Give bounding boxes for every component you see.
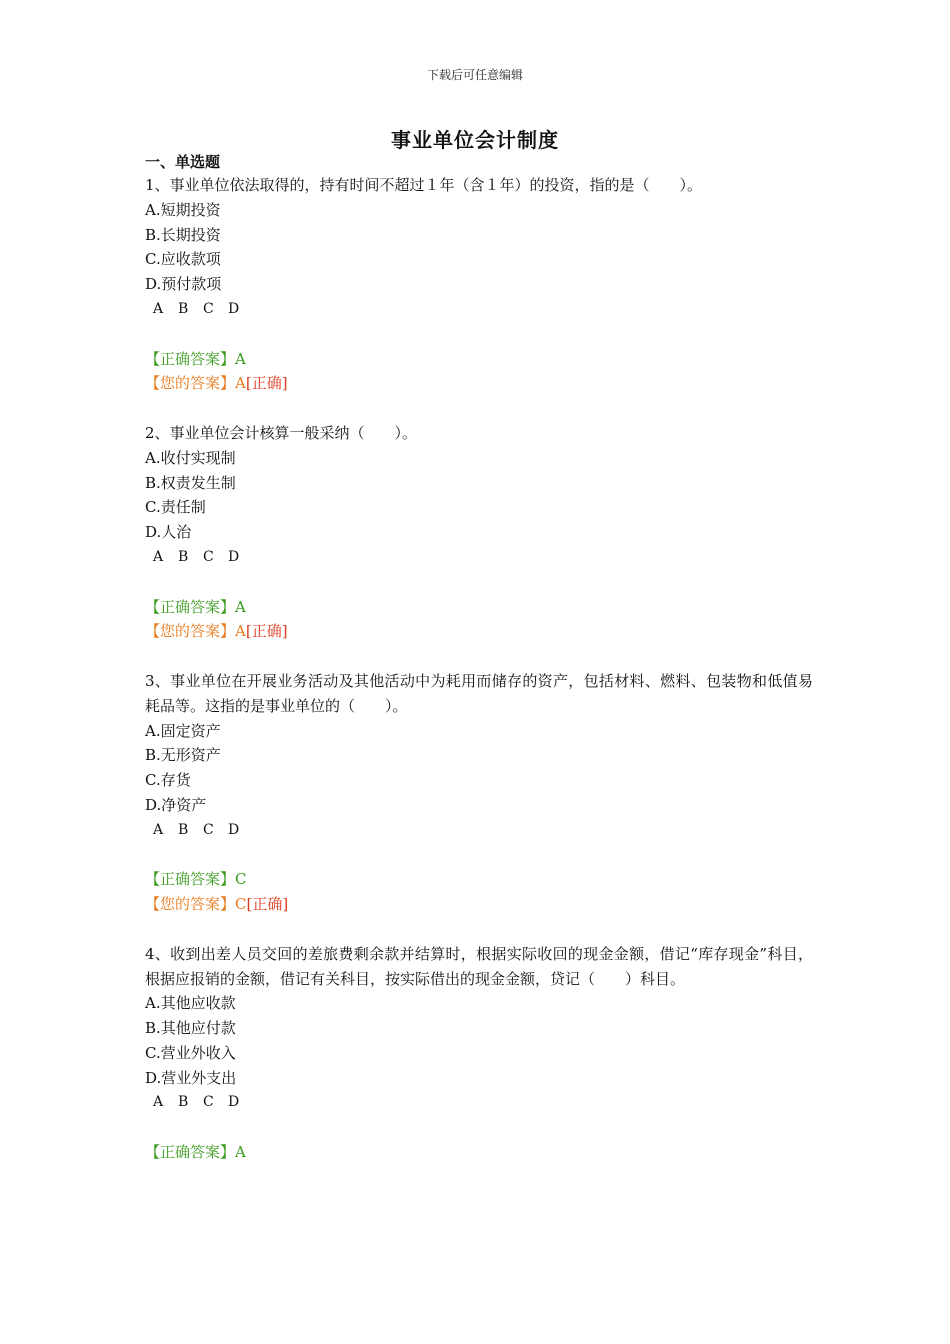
question-text: 1、事业单位依法取得的，持有时间不超过１年（含１年）的投资，指的是（ ）。	[145, 176, 703, 194]
correct-answer	[145, 595, 813, 620]
correct-answer-value: A	[235, 1143, 246, 1162]
document-body	[145, 151, 813, 1165]
choice-row	[145, 818, 813, 843]
option-d: D.净资产	[145, 795, 207, 814]
your-answer-label: 【您的答案】	[145, 622, 236, 641]
option-c: C.存货	[145, 771, 191, 790]
option-c: C.营业外收入	[145, 1043, 236, 1062]
choice-d[interactable]: D	[228, 300, 240, 317]
choice-row	[145, 1090, 813, 1115]
correct-answer-value: A	[235, 349, 246, 368]
choice-d[interactable]: D	[228, 548, 240, 565]
correct-answer-label: 【正确答案】	[145, 870, 236, 889]
option-a: A.短期投资	[145, 200, 221, 219]
question-text: 2、事业单位会计核算一般采纳（ ）。	[145, 423, 418, 442]
option-b: B.长期投资	[145, 225, 221, 244]
choice-c[interactable]: C	[203, 300, 214, 317]
option-d: D.营业外支出	[145, 1068, 237, 1087]
question-1	[145, 173, 813, 421]
option-a: A.其他应收款	[145, 994, 236, 1013]
choice-a[interactable]: A	[153, 300, 164, 317]
header-note: 下载后可任意编辑	[426, 68, 523, 82]
choice-row	[145, 297, 813, 322]
document-title: 事业单位会计制度	[391, 128, 559, 152]
choice-b[interactable]: B	[178, 1094, 189, 1111]
correct-answer	[145, 867, 813, 892]
question-3	[145, 669, 813, 942]
option-d: D.人治	[145, 523, 192, 542]
choice-b[interactable]: B	[178, 300, 189, 317]
option-a: A.固定资产	[145, 721, 221, 740]
choice-a[interactable]: A	[153, 821, 164, 838]
choice-a[interactable]: A	[153, 1094, 164, 1111]
correct-answer	[145, 347, 813, 372]
choice-d[interactable]: D	[228, 1094, 240, 1111]
option-a: A.收付实现制	[145, 448, 236, 467]
correct-answer-value: C	[235, 870, 247, 889]
your-answer-status: [正确]	[245, 374, 288, 393]
choice-c[interactable]: C	[203, 1094, 214, 1111]
section-heading: 一、单选题	[145, 153, 221, 171]
choice-row	[145, 545, 813, 570]
question-4	[145, 942, 813, 1165]
your-answer-value: C	[235, 895, 247, 914]
your-answer-label: 【您的答案】	[145, 895, 236, 914]
option-d: D.预付款项	[145, 275, 222, 294]
choice-b[interactable]: B	[178, 548, 189, 565]
your-answer-label: 【您的答案】	[145, 374, 236, 393]
your-answer	[145, 892, 813, 917]
option-c: C.应收款项	[145, 250, 221, 269]
your-answer-value: A	[235, 622, 246, 641]
question-text: 4、收到出差人员交回的差旅费剩余款并结算时，根据实际收回的现金金额，借记“库存现金”科目，根据应报销的金额，借记有关科目，按实际借出的现金金额，贷记（ ）科目。	[145, 944, 813, 988]
your-answer-value: A	[235, 374, 246, 393]
your-answer	[145, 619, 813, 644]
your-answer-status: [正确]	[245, 622, 288, 641]
correct-answer-label: 【正确答案】	[145, 1143, 236, 1162]
correct-answer-label: 【正确答案】	[145, 349, 236, 368]
correct-answer	[145, 1140, 813, 1165]
correct-answer-value: A	[235, 597, 246, 616]
option-c: C.责任制	[145, 498, 206, 517]
question-text: 3、事业单位在开展业务活动及其他活动中为耗用而储存的资产，包括材料、燃料、包装物和低值易耗品等。这指的是事业单位的（ ）。	[145, 671, 813, 715]
your-answer	[145, 371, 813, 396]
option-b: B.权责发生制	[145, 473, 236, 492]
choice-b[interactable]: B	[178, 821, 189, 838]
choice-c[interactable]: C	[203, 821, 214, 838]
your-answer-status: [正确]	[246, 895, 289, 914]
question-2	[145, 421, 813, 669]
option-b: B.无形资产	[145, 746, 221, 765]
correct-answer-label: 【正确答案】	[145, 597, 236, 616]
choice-c[interactable]: C	[203, 548, 214, 565]
option-b: B.其他应付款	[145, 1019, 236, 1038]
choice-d[interactable]: D	[228, 821, 240, 838]
choice-a[interactable]: A	[153, 548, 164, 565]
